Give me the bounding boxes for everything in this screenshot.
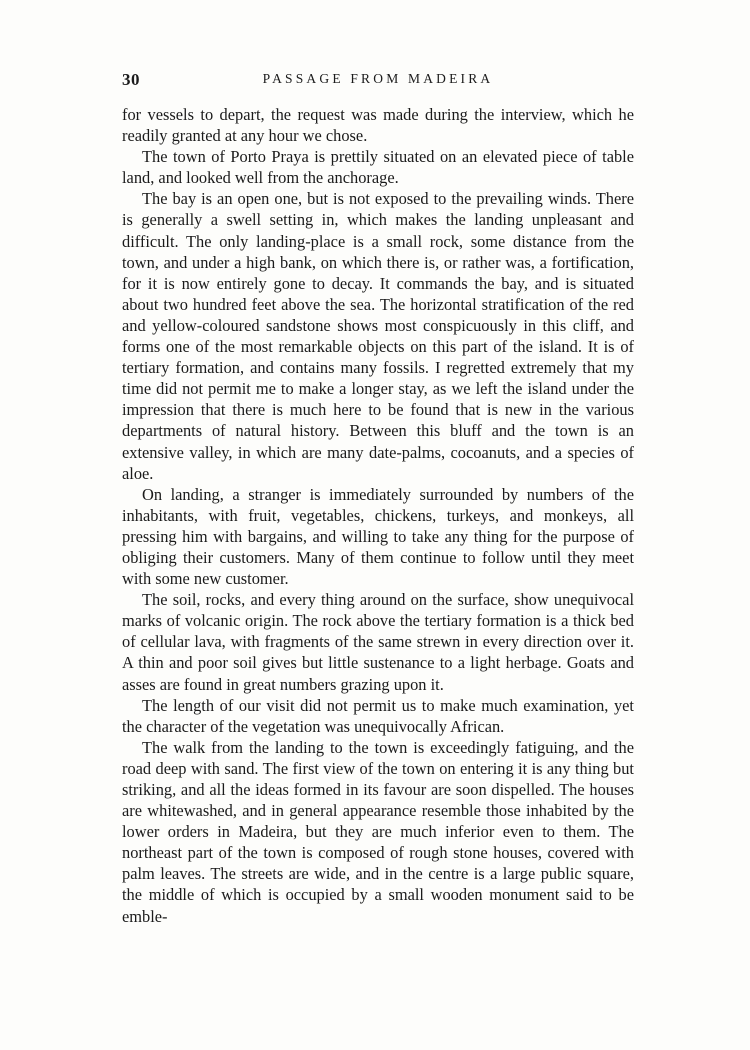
- page-number: 30: [122, 70, 140, 89]
- paragraph: The town of Porto Praya is prettily situated on an elevated piece of table land, and looked well from the anchorage.: [122, 147, 634, 188]
- running-head: [122, 70, 634, 90]
- paragraph: The length of our visit did not permit us to make much examination, yet the character of the vegetation was unequivocally African.: [122, 695, 634, 736]
- paragraph: The soil, rocks, and every thing around on the surface, show unequivocal marks of volcanic origin. The rock above the tertiary formation is a thick bed of cellular lava, with fragments of the same strewn in every direction over it. A thin and poor soil gives but little sustenance to a light herbage. Goats and asses are found in great numbers grazing upon it.: [122, 590, 634, 694]
- paragraph: The bay is an open one, but is not exposed to the prevailing winds. There is generally a swell setting in, which makes the landing unpleasant and difficult. The only landing-place is a small rock, some distance from the town, and under a high bank, on which there is, or rather was, a fortification, for it is now entirely gone to decay. It commands the bay, and is situated about two hundred feet above the sea. The horizontal stratification of the red and yellow-coloured sandstone shows most conspicuously in this cliff, and forms one of the most remarkable objects on this part of the island. It is of tertiary formation, and contains many fossils. I regretted extremely that my time did not permit me to make a longer stay, as we left the island under the impression that there is much here to be found that is new in the various departments of natural history. Between this bluff and the town is an extensive valley, in which are many date-palms, cocoanuts, and a species of aloe.: [122, 189, 634, 483]
- paragraph: for vessels to depart, the request was made during the interview, which he readily granted at any hour we chose.: [122, 105, 634, 146]
- paragraph: The walk from the landing to the town is exceedingly fatiguing, and the road deep with sand. The first view of the town on entering it is any thing but striking, and all the ideas formed in its favour are soon dispelled. The houses are whitewashed, and in general appearance resemble those inhabited by the lower orders in Madeira, but they are much inferior even to them. The northeast part of the town is composed of rough stone houses, covered with palm leaves. The streets are wide, and in the centre is a large public square, the middle of which is occupied by a small wooden monument said to be emble-: [122, 737, 634, 926]
- body-text: [122, 104, 634, 927]
- paragraph: On landing, a stranger is immediately surrounded by numbers of the inhabitants, with fruit, vegetables, chickens, turkeys, and monkeys, all pressing him with bargains, and willing to take any thing for the purpose of obliging their customers. Many of them continue to follow until they meet with some new customer.: [122, 484, 634, 589]
- running-title: PASSAGE FROM MADEIRA: [262, 71, 494, 86]
